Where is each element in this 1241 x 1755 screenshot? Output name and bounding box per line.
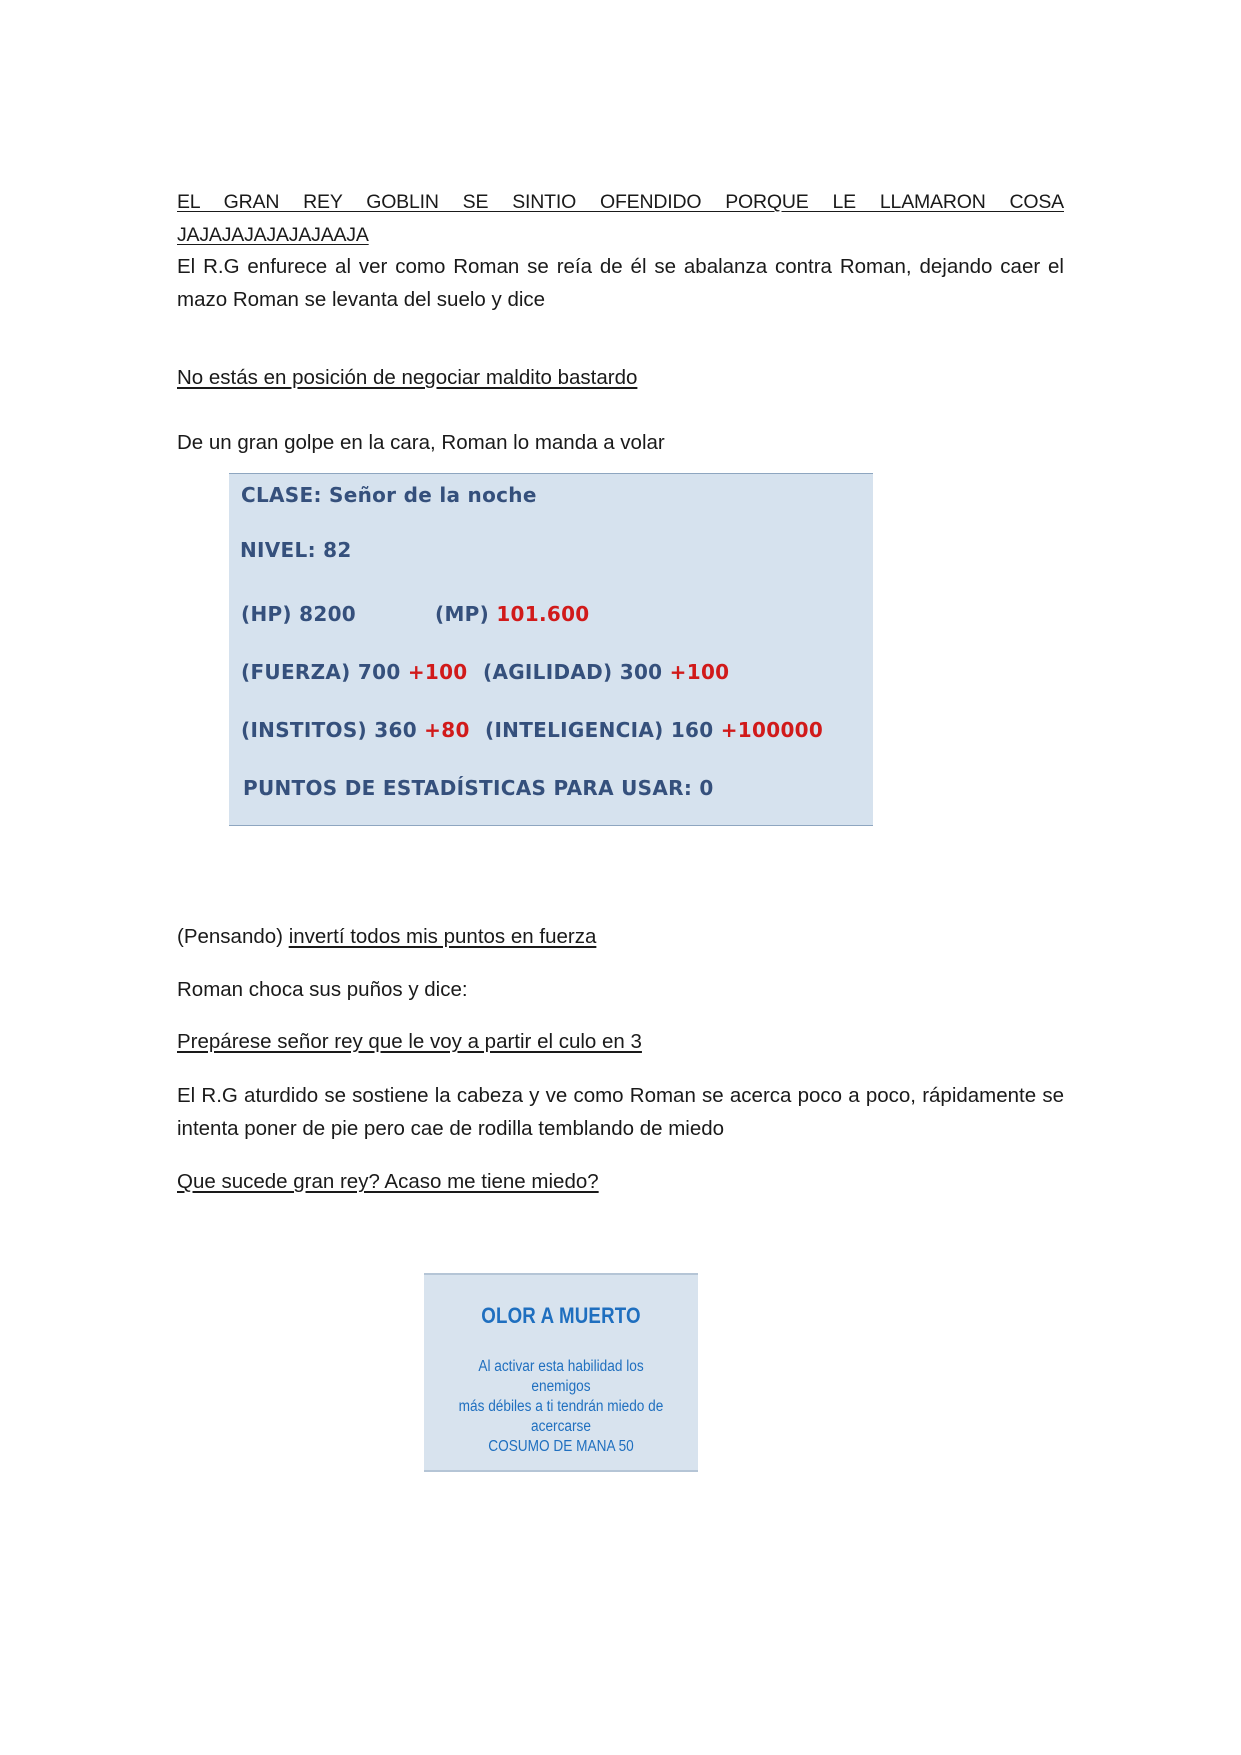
- stat-hp: (HP) 8200: [241, 602, 357, 626]
- skill-desc-line: acercarse: [531, 1418, 591, 1435]
- stat-mp-value: 101.600: [496, 602, 590, 626]
- stat-mp-label: (MP): [435, 602, 497, 626]
- stat-institos-bonus: +80: [424, 718, 470, 742]
- stat-agilidad: [483, 660, 729, 684]
- narration-paragraph: De un gran golpe en la cara, Roman lo manda a volar: [177, 431, 665, 454]
- stat-institos: [241, 718, 470, 742]
- skill-title: OLOR A MUERTO: [481, 1303, 641, 1328]
- stat-fuerza-value: (FUERZA) 700: [241, 660, 408, 684]
- stat-fuerza-bonus: +100: [407, 660, 468, 684]
- dialogue-text: Prepárese señor rey que le voy a partir el culo en 3: [177, 1030, 642, 1053]
- stat-inteligencia-bonus: +100000: [720, 718, 824, 742]
- skill-desc-line: Al activar esta habilidad los enemigos: [478, 1358, 644, 1395]
- dialogue-line: [177, 1165, 1064, 1198]
- skill-mana-cost: COSUMO DE MANA 50: [488, 1438, 634, 1455]
- stat-institos-value: (INSTITOS) 360: [241, 718, 425, 742]
- skill-description: [449, 1357, 673, 1457]
- chapter-heading: EL GRAN REY GOBLIN SE SINTIO OFENDIDO PORQUE LE LLAMARON COSA JAJAJAJAJAJAJAAJA: [177, 191, 1064, 246]
- narration-paragraph: El R.G enfurece al ver como Roman se reía de él se abalanza contra Roman, dejando caer el mazo Roman se levanta del suelo y dice: [177, 255, 1064, 311]
- stat-clase: CLASE: Señor de la noche: [241, 483, 537, 507]
- stat-mp: [435, 602, 590, 626]
- stat-agilidad-bonus: +100: [669, 660, 730, 684]
- skill-card: [424, 1273, 698, 1472]
- stat-puntos: PUNTOS DE ESTADÍSTICAS PARA USAR: 0: [243, 776, 714, 800]
- stat-agilidad-value: (AGILIDAD) 300: [483, 660, 670, 684]
- dialogue-text: Que sucede gran rey? Acaso me tiene miedo?: [177, 1170, 599, 1193]
- narration-paragraph: Roman choca sus puños y dice:: [177, 978, 468, 1001]
- stat-fuerza: [241, 660, 468, 684]
- thought-text: invertí todos mis puntos en fuerza: [288, 925, 597, 948]
- dialogue-line: [177, 361, 1064, 394]
- stat-nivel: NIVEL: 82: [240, 538, 352, 562]
- dialogue-text: No estás en posición de negociar maldito bastardo: [177, 366, 638, 389]
- narration-paragraph: El R.G aturdido se sostiene la cabeza y ve como Roman se acerca poco a poco, rápidamente se intenta poner de pie pero cae de rodilla temblando de miedo: [177, 1084, 1064, 1140]
- thought-prefix: (Pensando): [177, 925, 289, 948]
- stat-inteligencia-value: (INTELIGENCIA) 160: [485, 718, 721, 742]
- thought-line: [177, 920, 1064, 953]
- status-window: [229, 473, 873, 826]
- stat-inteligencia: [485, 718, 823, 742]
- dialogue-line: [177, 1025, 1064, 1058]
- skill-desc-line: más débiles a ti tendrán miedo de: [458, 1398, 664, 1415]
